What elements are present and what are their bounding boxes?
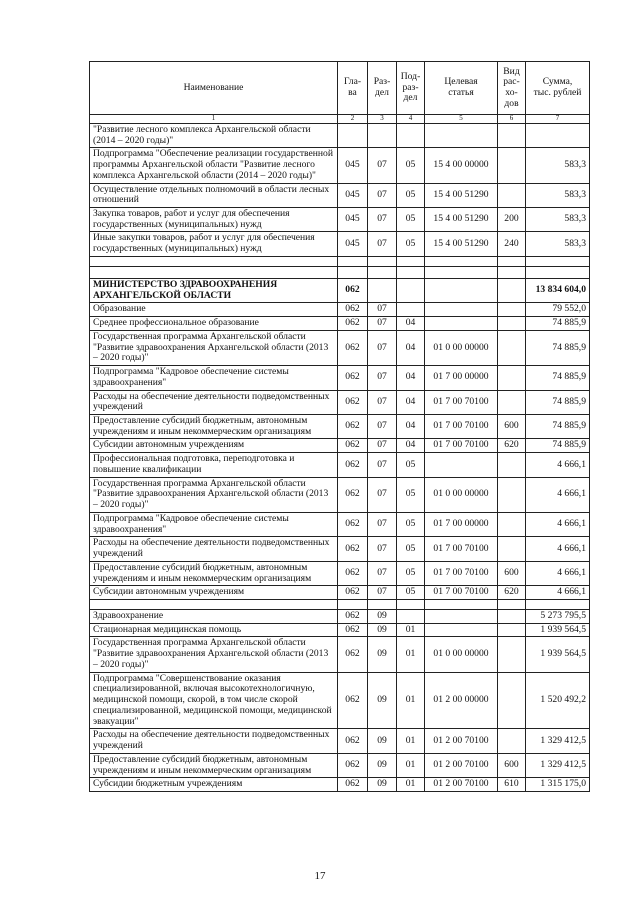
- row-sum: 1 939 564,5: [526, 623, 590, 637]
- table-row: [90, 278, 590, 302]
- row-subsection: 05: [397, 586, 425, 600]
- row-chapter: 062: [338, 729, 368, 753]
- row-expense: [498, 477, 526, 512]
- table-row: [90, 390, 590, 414]
- row-section: 07: [368, 183, 397, 207]
- row-name: Образование: [90, 303, 338, 317]
- header-name: Наименование: [90, 62, 338, 115]
- row-sum: 1 329 412,5: [526, 729, 590, 753]
- row-target: 01 7 00 70100: [425, 561, 498, 585]
- row-chapter: 062: [338, 477, 368, 512]
- row-subsection: 05: [397, 537, 425, 561]
- row-chapter: 062: [338, 561, 368, 585]
- row-sum: 74 885,9: [526, 390, 590, 414]
- row-name: Подпрограмма "Кадровое обеспечение системы здравоохранения": [90, 366, 338, 390]
- empty-cell: [526, 266, 590, 278]
- empty-cell: [368, 600, 397, 610]
- row-sum: 1 315 175,0: [526, 778, 590, 792]
- header-expense: Вид рас- хо- дов: [498, 62, 526, 115]
- header-target: Целевая статья: [425, 62, 498, 115]
- row-subsection: [397, 303, 425, 317]
- row-name: Подпрограмма "Обеспечение реализации государственной программы Архангельской области "Развитие лесного комплекса Архангельской области (2014 – 2020 годы)": [90, 148, 338, 183]
- row-subsection: 05: [397, 207, 425, 231]
- table-row: [90, 330, 590, 365]
- row-section: [368, 278, 397, 302]
- row-expense: 620: [498, 439, 526, 453]
- empty-cell: [425, 600, 498, 610]
- row-expense: 620: [498, 586, 526, 600]
- table-row: [90, 729, 590, 753]
- row-name: Предоставление субсидий бюджетным, автономным учреждениям и иным некоммерческим организациям: [90, 414, 338, 438]
- row-chapter: 062: [338, 414, 368, 438]
- row-target: 15 4 00 51290: [425, 183, 498, 207]
- row-sum: 583,3: [526, 207, 590, 231]
- row-subsection: [397, 278, 425, 302]
- row-name: Предоставление субсидий бюджетным, автономным учреждениям и иным некоммерческим организациям: [90, 561, 338, 585]
- row-chapter: 062: [338, 366, 368, 390]
- row-target: 01 7 00 70100: [425, 537, 498, 561]
- table-row: [90, 317, 590, 331]
- row-section: 09: [368, 637, 397, 672]
- column-number: 1: [90, 115, 338, 124]
- header-chapter: Гла- ва: [338, 62, 368, 115]
- row-name: Предоставление субсидий бюджетным, автономным учреждениям и иным некоммерческим организациям: [90, 753, 338, 777]
- column-number: 4: [397, 115, 425, 124]
- row-sum: 74 885,9: [526, 414, 590, 438]
- table-row: [90, 366, 590, 390]
- empty-cell: [90, 256, 338, 266]
- row-section: 07: [368, 148, 397, 183]
- row-expense: [498, 303, 526, 317]
- row-chapter: 062: [338, 610, 368, 624]
- row-expense: [498, 278, 526, 302]
- row-subsection: 05: [397, 561, 425, 585]
- row-sum: 1 520 492,2: [526, 672, 590, 729]
- header-sum: Сумма, тыс. рублей: [526, 62, 590, 115]
- row-chapter: 062: [338, 672, 368, 729]
- row-sum: 74 885,9: [526, 366, 590, 390]
- empty-cell: [526, 600, 590, 610]
- table-row: [90, 414, 590, 438]
- row-chapter: 062: [338, 778, 368, 792]
- row-chapter: 045: [338, 232, 368, 256]
- row-chapter: 062: [338, 453, 368, 477]
- row-target: 15 4 00 51290: [425, 207, 498, 231]
- table-row: [90, 753, 590, 777]
- row-subsection: 05: [397, 232, 425, 256]
- row-target: 01 7 00 00000: [425, 366, 498, 390]
- column-number: 3: [368, 115, 397, 124]
- table-row: [90, 207, 590, 231]
- table-row: [90, 477, 590, 512]
- row-name: Субсидии бюджетным учреждениям: [90, 778, 338, 792]
- row-section: 07: [368, 366, 397, 390]
- row-sum: 74 885,9: [526, 317, 590, 331]
- row-sum: 583,3: [526, 148, 590, 183]
- row-expense: [498, 512, 526, 536]
- row-section: 07: [368, 303, 397, 317]
- row-sum: 13 834 604,0: [526, 278, 590, 302]
- row-target: [425, 317, 498, 331]
- table-row: [90, 637, 590, 672]
- row-target: 01 0 00 00000: [425, 477, 498, 512]
- row-sum: 79 552,0: [526, 303, 590, 317]
- row-name: Осуществление отдельных полномочий в области лесных отношений: [90, 183, 338, 207]
- row-target: 01 2 00 70100: [425, 729, 498, 753]
- row-sum: 74 885,9: [526, 330, 590, 365]
- table-row: [90, 610, 590, 624]
- row-chapter: 062: [338, 303, 368, 317]
- row-name: Субсидии автономным учреждениям: [90, 586, 338, 600]
- row-section: 07: [368, 453, 397, 477]
- column-number: 7: [526, 115, 590, 124]
- table-row: [90, 586, 590, 600]
- row-chapter: 045: [338, 207, 368, 231]
- empty-cell: [526, 256, 590, 266]
- row-target: [425, 123, 498, 147]
- row-section: [368, 123, 397, 147]
- table-row: [90, 123, 590, 147]
- row-chapter: 062: [338, 439, 368, 453]
- row-name: Среднее профессиональное образование: [90, 317, 338, 331]
- row-subsection: 01: [397, 753, 425, 777]
- row-target: 01 7 00 70100: [425, 390, 498, 414]
- column-number: 2: [338, 115, 368, 124]
- table-row: [90, 453, 590, 477]
- row-target: 01 2 00 70100: [425, 753, 498, 777]
- row-subsection: 04: [397, 439, 425, 453]
- row-subsection: [397, 610, 425, 624]
- row-expense: 600: [498, 561, 526, 585]
- row-chapter: [338, 123, 368, 147]
- row-section: 07: [368, 512, 397, 536]
- empty-cell: [90, 266, 338, 278]
- row-target: [425, 610, 498, 624]
- empty-cell: [397, 266, 425, 278]
- row-target: [425, 278, 498, 302]
- row-name: Расходы на обеспечение деятельности подведомственных учреждений: [90, 537, 338, 561]
- row-name: Государственная программа Архангельской области "Развитие здравоохранения Архангельской области (2013 – 2020 годы)": [90, 330, 338, 365]
- row-expense: [498, 637, 526, 672]
- row-section: 07: [368, 477, 397, 512]
- row-name: Расходы на обеспечение деятельности подведомственных учреждений: [90, 729, 338, 753]
- empty-cell: [338, 266, 368, 278]
- empty-cell: [498, 266, 526, 278]
- row-sum: 74 885,9: [526, 439, 590, 453]
- row-expense: [498, 148, 526, 183]
- empty-cell: [498, 256, 526, 266]
- row-section: 09: [368, 729, 397, 753]
- row-subsection: 01: [397, 637, 425, 672]
- table-row: [90, 439, 590, 453]
- table-row: [90, 672, 590, 729]
- row-name: Стационарная медицинская помощь: [90, 623, 338, 637]
- row-sum: 4 666,1: [526, 537, 590, 561]
- row-chapter: 062: [338, 586, 368, 600]
- row-expense: [498, 123, 526, 147]
- row-target: 01 2 00 00000: [425, 672, 498, 729]
- row-expense: [498, 537, 526, 561]
- row-name: Подпрограмма "Кадровое обеспечение системы здравоохранения": [90, 512, 338, 536]
- table-row: [90, 537, 590, 561]
- row-target: 15 4 00 51290: [425, 232, 498, 256]
- table-row: [90, 303, 590, 317]
- row-name: Расходы на обеспечение деятельности подведомственных учреждений: [90, 390, 338, 414]
- row-sum: 583,3: [526, 183, 590, 207]
- blank-row: [90, 266, 590, 278]
- row-name: Профессиональная подготовка, переподготовка и повышение квалификации: [90, 453, 338, 477]
- empty-cell: [338, 600, 368, 610]
- row-subsection: 05: [397, 512, 425, 536]
- row-target: 01 7 00 70100: [425, 414, 498, 438]
- row-section: 07: [368, 317, 397, 331]
- row-name: Закупка товаров, работ и услуг для обеспечения государственных (муниципальных) нужд: [90, 207, 338, 231]
- row-name: Иные закупки товаров, работ и услуг для обеспечения государственных (муниципальных) нужд: [90, 232, 338, 256]
- row-sum: [526, 123, 590, 147]
- empty-cell: [368, 266, 397, 278]
- row-section: 07: [368, 330, 397, 365]
- row-chapter: 062: [338, 330, 368, 365]
- row-expense: [498, 453, 526, 477]
- row-subsection: 05: [397, 183, 425, 207]
- row-sum: 4 666,1: [526, 512, 590, 536]
- row-expense: [498, 183, 526, 207]
- row-section: 07: [368, 586, 397, 600]
- row-target: 01 0 00 00000: [425, 637, 498, 672]
- row-sum: 1 329 412,5: [526, 753, 590, 777]
- row-name: Здравоохранение: [90, 610, 338, 624]
- row-subsection: 04: [397, 366, 425, 390]
- table-row: [90, 183, 590, 207]
- row-sum: 4 666,1: [526, 453, 590, 477]
- row-expense: 610: [498, 778, 526, 792]
- row-section: 09: [368, 778, 397, 792]
- row-sum: 1 939 564,5: [526, 637, 590, 672]
- row-expense: [498, 317, 526, 331]
- row-name: Государственная программа Архангельской области "Развитие здравоохранения Архангельской области (2013 – 2020 годы)": [90, 637, 338, 672]
- row-chapter: 062: [338, 512, 368, 536]
- row-section: 09: [368, 672, 397, 729]
- row-sum: 5 273 795,5: [526, 610, 590, 624]
- column-number-row: [90, 115, 590, 124]
- row-subsection: 04: [397, 317, 425, 331]
- header-subsection: Под- раз- дел: [397, 62, 425, 115]
- spacer-row: [90, 256, 590, 266]
- row-name: Государственная программа Архангельской области "Развитие здравоохранения Архангельской области (2013 – 2020 годы)": [90, 477, 338, 512]
- row-target: [425, 453, 498, 477]
- empty-cell: [397, 600, 425, 610]
- row-target: 01 7 00 70100: [425, 439, 498, 453]
- row-subsection: 05: [397, 148, 425, 183]
- row-expense: [498, 390, 526, 414]
- row-expense: [498, 330, 526, 365]
- row-section: 07: [368, 537, 397, 561]
- row-expense: [498, 610, 526, 624]
- empty-cell: [368, 256, 397, 266]
- empty-cell: [397, 256, 425, 266]
- row-sum: 583,3: [526, 232, 590, 256]
- column-number: 6: [498, 115, 526, 124]
- row-chapter: 062: [338, 317, 368, 331]
- empty-cell: [338, 256, 368, 266]
- row-subsection: 05: [397, 477, 425, 512]
- row-subsection: 01: [397, 672, 425, 729]
- row-chapter: 062: [338, 278, 368, 302]
- row-section: 07: [368, 414, 397, 438]
- row-chapter: 062: [338, 637, 368, 672]
- empty-cell: [425, 256, 498, 266]
- row-name: "Развитие лесного комплекса Архангельской области (2014 – 2020 годы)": [90, 123, 338, 147]
- empty-cell: [498, 600, 526, 610]
- row-target: 15 4 00 00000: [425, 148, 498, 183]
- row-chapter: 062: [338, 623, 368, 637]
- row-sum: 4 666,1: [526, 586, 590, 600]
- row-chapter: 062: [338, 537, 368, 561]
- budget-table: [89, 61, 590, 792]
- row-subsection: 01: [397, 623, 425, 637]
- header-section: Раз- дел: [368, 62, 397, 115]
- row-chapter: 062: [338, 390, 368, 414]
- row-subsection: 04: [397, 414, 425, 438]
- row-section: 09: [368, 623, 397, 637]
- row-expense: 600: [498, 753, 526, 777]
- row-name: Подпрограмма "Совершенствование оказания специализированной, включая высокотехнологичную, медицинской помощи, скорой, в том числе скорой специализированной, медицинской помощи, медицинской эвакуации": [90, 672, 338, 729]
- row-chapter: 045: [338, 183, 368, 207]
- row-subsection: 01: [397, 778, 425, 792]
- row-section: 07: [368, 207, 397, 231]
- table-row: [90, 512, 590, 536]
- row-section: 09: [368, 753, 397, 777]
- row-expense: 200: [498, 207, 526, 231]
- table-row: [90, 623, 590, 637]
- row-expense: 600: [498, 414, 526, 438]
- row-target: [425, 303, 498, 317]
- table-row: [90, 232, 590, 256]
- row-section: 07: [368, 439, 397, 453]
- row-subsection: 01: [397, 729, 425, 753]
- row-section: 07: [368, 232, 397, 256]
- row-target: 01 0 00 00000: [425, 330, 498, 365]
- row-name: Субсидии автономным учреждениям: [90, 439, 338, 453]
- row-expense: [498, 729, 526, 753]
- row-expense: [498, 623, 526, 637]
- table-body: [90, 123, 590, 791]
- row-expense: [498, 672, 526, 729]
- page-number: 17: [314, 870, 326, 882]
- header-row: [90, 62, 590, 115]
- row-sum: 4 666,1: [526, 477, 590, 512]
- row-section: 07: [368, 561, 397, 585]
- row-section: 09: [368, 610, 397, 624]
- table-row: [90, 561, 590, 585]
- empty-cell: [425, 266, 498, 278]
- column-number: 5: [425, 115, 498, 124]
- row-expense: 240: [498, 232, 526, 256]
- row-target: [425, 623, 498, 637]
- row-section: 07: [368, 390, 397, 414]
- row-target: 01 2 00 70100: [425, 778, 498, 792]
- row-chapter: 045: [338, 148, 368, 183]
- table-row: [90, 778, 590, 792]
- row-subsection: 04: [397, 390, 425, 414]
- row-target: 01 7 00 70100: [425, 586, 498, 600]
- table-row: [90, 148, 590, 183]
- row-subsection: [397, 123, 425, 147]
- empty-cell: [90, 600, 338, 610]
- row-subsection: 04: [397, 330, 425, 365]
- row-chapter: 062: [338, 753, 368, 777]
- row-sum: 4 666,1: [526, 561, 590, 585]
- row-name: МИНИСТЕРСТВО ЗДРАВООХРАНЕНИЯ АРХАНГЕЛЬСКОЙ ОБЛАСТИ: [90, 278, 338, 302]
- spacer-row: [90, 600, 590, 610]
- row-expense: [498, 366, 526, 390]
- row-target: 01 7 00 00000: [425, 512, 498, 536]
- row-subsection: 05: [397, 453, 425, 477]
